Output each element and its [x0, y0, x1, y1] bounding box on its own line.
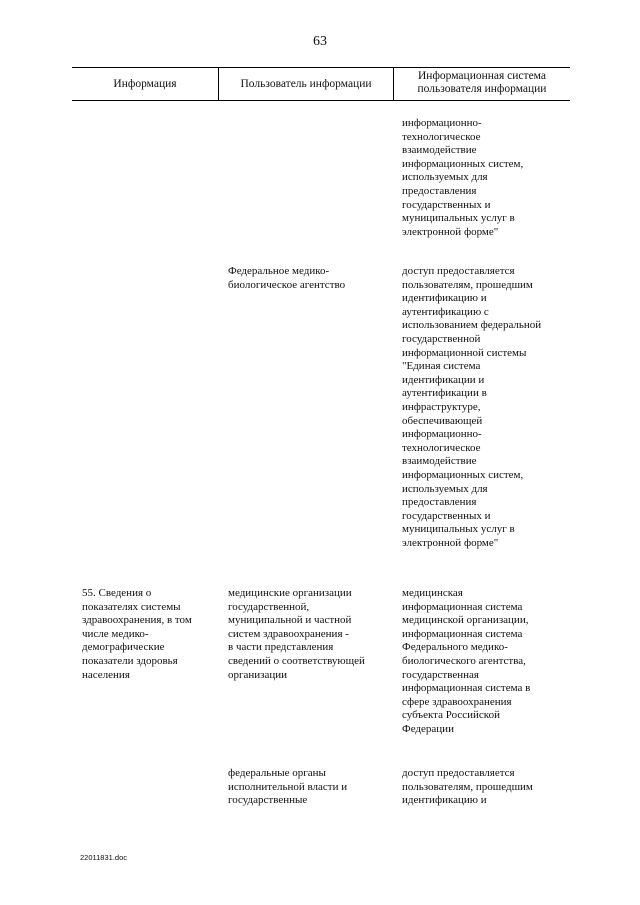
- table-header-rule: [72, 100, 570, 101]
- header-user: Пользователь информации: [240, 78, 372, 90]
- user-cell: Федеральное медико- биологическое агентство: [228, 265, 346, 291]
- system-cell: медицинская информационная система медицинской организации, информационная система Федерального медико- биологического агентства, государственная информационная система в сфере здравоохранения субъекта Российской Федерации: [402, 587, 531, 735]
- system-cell: информационно- технологическое взаимодействие информационных систем, используемых для предоставления государственных и муниципальных услуг в электронной форме": [402, 117, 524, 238]
- header-system: Информационная система пользователя информации: [417, 70, 547, 95]
- system-cell: доступ предоставляется пользователям, прошедшим идентификацию и: [402, 767, 533, 807]
- page-number: 63: [313, 34, 327, 49]
- user-cell: медицинские организации государственной, муниципальной и частной систем здравоохранения - в части представления сведений о соответствующей организации: [228, 587, 365, 681]
- system-cell: доступ предоставляется пользователям, прошедшим идентификацию и аутентификацию с использованием федеральной государственной информационной системы "Единая система идентификации и аутентификации в инфраструктуре, обеспечивающей информационно- технологическое взаимодействие информационных систем, используемых для предоставления государственных и муниципальных услуг в электронной форме": [402, 265, 542, 549]
- information-cell: 55. Сведения о показателях системы здравоохранения, в том числе медико- демографические показатели здоровья населения: [82, 587, 192, 681]
- header-information: Информация: [113, 78, 177, 90]
- document-filename: 22011831.doc: [80, 853, 127, 862]
- table-top-rule: [72, 67, 570, 68]
- user-cell: федеральные органы исполнительной власти и государственные: [228, 767, 348, 807]
